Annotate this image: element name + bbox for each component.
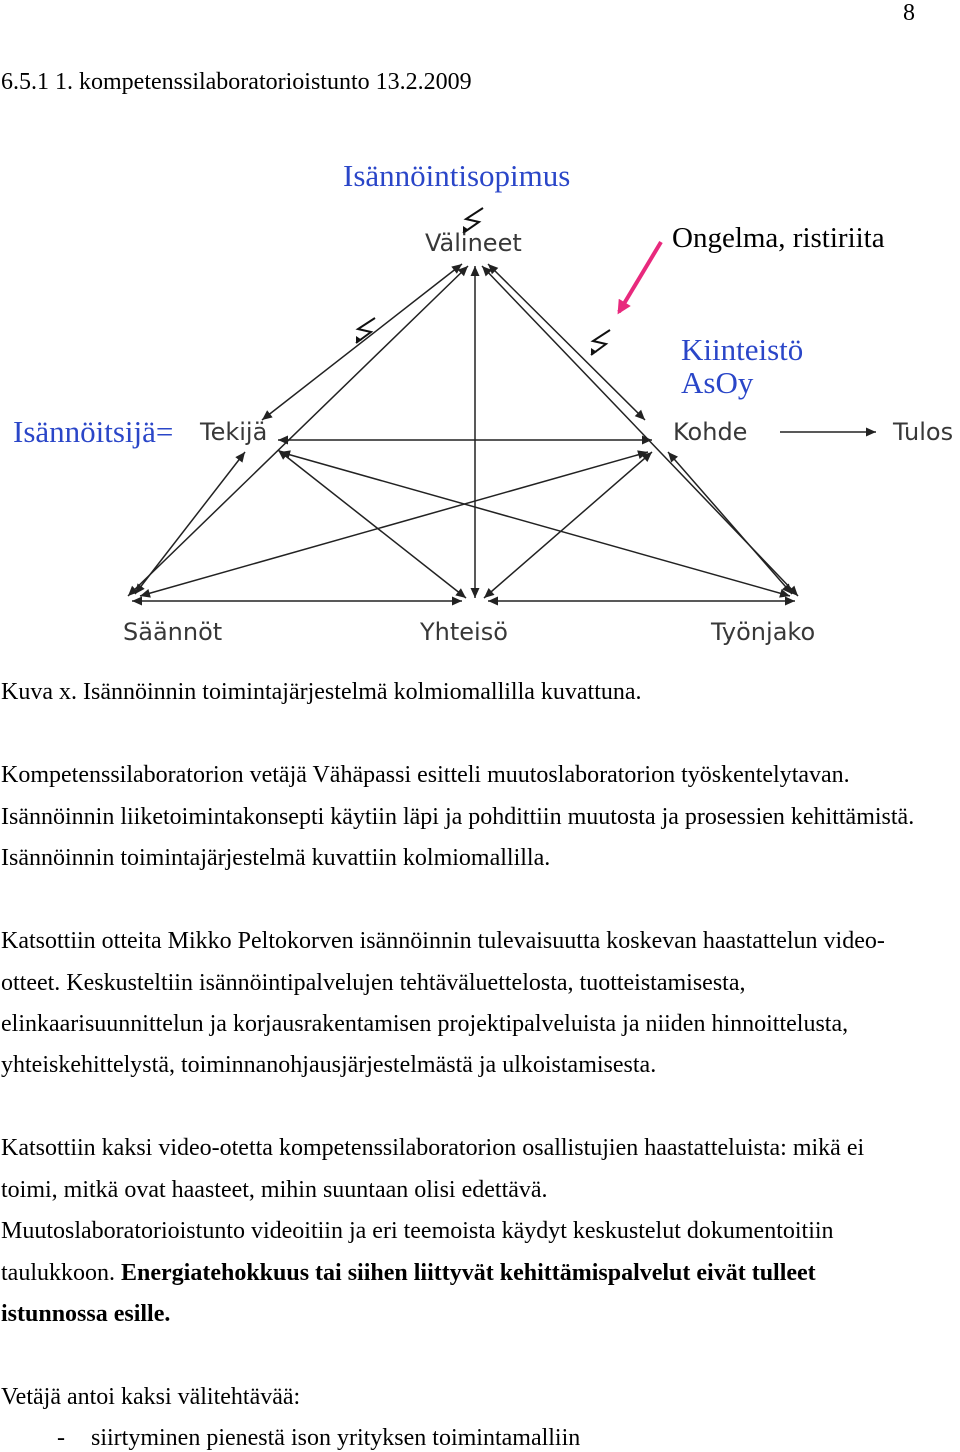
figure-caption: Kuva x. Isännöinnin toimintajärjestelmä kolmiomallilla kuvattuna.	[1, 679, 642, 705]
node-object: Kohde	[673, 418, 748, 446]
bold-text: Energiatehokkuus tai siihen liittyvät kehittämispalvelut eivät tulleet	[121, 1260, 816, 1286]
edge-valineet-saannot	[128, 266, 468, 596]
bold-text: istunnossa esille.	[1, 1301, 171, 1327]
paragraph-line: otteet. Keskusteltiin isännöintipalvelujen tehtäväluettelosta, tuotteistamisesta,	[1, 970, 746, 996]
page-number: 8	[903, 0, 915, 26]
paragraph-line: elinkaarisuunnittelun ja korjausrakentamisen projektipalveluista ja niiden hinnoittelusta,	[1, 1011, 849, 1037]
edge-valineet-kohde	[488, 264, 645, 420]
object-note-line-2: AsOy	[681, 365, 754, 400]
paragraph-line: toimi, mitkä ovat haasteet, mihin suuntaan olisi edettävä.	[1, 1177, 548, 1203]
paragraph-line: Muutoslaboratorioistunto videoitiin ja eri teemoista käydyt keskustelut dokumentoitiin	[1, 1218, 834, 1244]
list-item: siirtyminen pienestä ison yrityksen toimintamalliin	[91, 1425, 581, 1451]
edge-kohde-saannot	[140, 452, 648, 596]
node-subject: Tekijä	[200, 418, 268, 446]
edge-tekija-yhteiso	[278, 450, 466, 598]
object-note-line-1: Kiinteistö	[681, 332, 804, 367]
node-instruments: Välineet	[425, 229, 522, 257]
diagram-lines	[0, 0, 960, 660]
lightning-icon	[591, 330, 610, 355]
node-outcome: Tulos	[893, 418, 954, 446]
conflict-pointer-arrow	[619, 242, 661, 312]
assignments-intro: Vetäjä antoi kaksi välitehtävää:	[1, 1384, 301, 1410]
contract-label: Isännöintisopimus	[343, 158, 571, 193]
paragraph-line: Katsottiin kaksi video-otetta kompetenssilaboratorion osallistujien haastatteluista: mikä ei	[1, 1135, 865, 1161]
section-heading: 6.5.1 1. kompetenssilaboratorioistunto 13.2.2009	[1, 69, 472, 95]
node-rules: Säännöt	[123, 618, 223, 646]
paragraph-line: yhteiskehittelystä, toiminnanohjausjärjestelmästä ja ulkoistamisesta.	[1, 1052, 657, 1078]
node-community: Yhteisö	[420, 618, 508, 646]
node-division-of-labour: Työnjako	[711, 618, 816, 646]
paragraph-mixed-line	[1, 1260, 816, 1286]
paragraph-line: Katsottiin otteita Mikko Peltokorven isännöinnin tulevaisuutta koskevan haastattelun video-	[1, 928, 885, 954]
list-bullet: -	[57, 1425, 65, 1451]
paragraph-line: Kompetenssilaboratorion vetäjä Vähäpassi esitteli muutoslaboratorion työskentelytavan.	[1, 762, 850, 788]
edge-kohde-tyonjako	[668, 452, 792, 594]
edge-tekija-tyonjako	[280, 452, 790, 596]
edge-valineet-tekija	[262, 264, 462, 420]
edge-tekija-saannot	[135, 452, 245, 594]
paragraph-line: Isännöinnin toimintajärjestelmä kuvattiin kolmiomallilla.	[1, 845, 551, 871]
regular-text: taulukkoon.	[1, 1260, 115, 1286]
conflict-label: Ongelma, ristiriita	[672, 222, 885, 254]
paragraph-bold-line	[1, 1301, 170, 1327]
subject-note: Isännöitsijä=	[13, 414, 174, 449]
paragraph-line: Isännöinnin liiketoimintakonsepti käytiin läpi ja pohdittiin muutosta ja prosessien kehittämistä.	[1, 804, 915, 830]
